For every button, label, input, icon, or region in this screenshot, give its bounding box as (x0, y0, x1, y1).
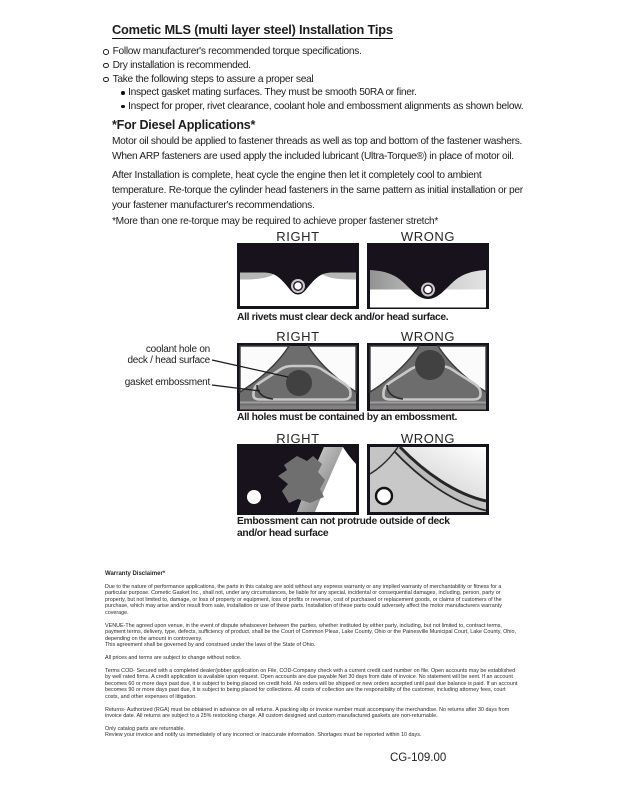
list-item (121, 86, 533, 100)
diagram-rivet-right (237, 243, 359, 309)
bullet-text: Take the following steps to assure a proper seal (112, 73, 314, 85)
bullet-text: Dry installation is recommended. (112, 59, 251, 71)
diagram-row2-labels (237, 329, 489, 344)
list-item (103, 45, 533, 59)
disclaimer-paragraph: Due to the nature of performance applications, the parts in this catalog are sold without any express warranty or any implied warranty of merchantability or fitness for a particular purpose. Cometic Gasket Inc., shall not, under any circumstances, be liable for any special, incidental or consequential damages, including, person, party or property, but not limited to, damage, or loss of property or equipment, loss of profits or revenue, cost of purchased or replacement goods, or claims of customers of the purchase, which may arise and/or result from sale, installation or use of these parts. Installation of these parts could adversely affect the motor manufacturers warranty coverage. (105, 583, 502, 616)
disclaimer-heading: Warranty Disclaimer* (105, 571, 166, 577)
caption-line: Embossment can not protrude outside of deck (237, 516, 450, 527)
wrong-label: WRONG (400, 329, 456, 344)
open-bullet-icon (103, 63, 109, 69)
disclaimer-paragraph: VENUE-The agreed upon venue, in the event of dispute whatsoever between the parties, whether instituted by either party, including, but not limited to, contract terms, payment terms, delivery, type, defects, sufficiency of product, shall be the Court of Common Pleas, Lake County, Ohio or the Painesville Municipal Court, Lake County, Ohio, depending on the amount in controversy. (105, 622, 516, 642)
bullet-text: Inspect gasket mating surfaces. They must be smooth 50RA or finer. (128, 87, 417, 99)
open-bullet-icon (103, 49, 109, 55)
list-item (103, 73, 533, 87)
right-label: RIGHT (276, 431, 320, 446)
filled-bullet-icon (121, 91, 125, 95)
page-title: Cometic MLS (multi layer steel) Installation Tips (112, 22, 393, 37)
diagram-embossment-wrong (367, 343, 489, 411)
diesel-section-heading: *For Diesel Applications* (112, 118, 256, 132)
bullet-text: Inspect for proper, rivet clearance, coolant hole and embossment alignments as shown below. (128, 101, 524, 113)
caption-line: and/or head surface (237, 527, 329, 539)
diesel-paragraph-2: After Installation is complete, heat cycle the engine then let it completely cool to ambient temperature. Re-torque the cylinder head fasteners in the same pattern as initial installation or per your fastener manufacturer's recommendations. (112, 170, 523, 211)
disclaimer-paragraph: Returns- Authorized (RGA) must be obtained in advance on all returns. A packing slip or invoice number must accompany the merchandise. No returns after 30 days from invoice date. All returns are subject to a 25% restocking charge. All custom designed and custom manufactured gaskets are non-returnable. (105, 706, 510, 720)
wrong-label: WRONG (400, 229, 456, 244)
callout-line: deck / head surface (127, 355, 210, 366)
disclaimer-paragraph: Review your invoice and notify us immediately of any incorrect or inaccurate information. Shortages must be reported within 10 days. (105, 732, 422, 739)
diagram-protrusion-wrong (367, 444, 489, 515)
diagram-row2-caption: All holes must be contained by an embossment. (237, 412, 457, 423)
diagram-protrusion-right (237, 444, 359, 515)
tips-bullet-list (103, 45, 533, 114)
disclaimer-paragraph: Terms COD- Secured with a completed dealer/jobber application on File, COD-Company check with a current credit card number on file. Open accounts may be established by well rated firms. A credit application is available upon request. Open accounts are due payable Net 30 days from date of invoice. No statement will be sent. If an account becomes 60 or more days past due, it is subject to being placed on credit hold. No orders will be shipped or new orders accepted until past due balance is paid. If an account becomes 90 or more days past due, it is subject to being placed for collections. All costs of collection are the responsibility of the customer, including attorney fees, court costs, and other expenses of litigation. (105, 667, 518, 700)
right-label: RIGHT (276, 329, 320, 344)
right-label: RIGHT (276, 229, 320, 244)
list-item (103, 59, 533, 73)
disclaimer-paragraph: Only catalog parts are returnable. (105, 725, 186, 732)
diagram-row1-caption: All rivets must clear deck and/or head surface. (237, 312, 449, 323)
open-bullet-icon (103, 77, 109, 83)
diesel-paragraph-1: Motor oil should be applied to fastener threads as well as top and bottom of the fastener washers. When ARP fasteners are used apply the included lubricant (Ultra-Torque®) in place of motor oil. (112, 136, 523, 162)
disclaimer-paragraph: This agreement shall be governed by and construed under the laws of the State of Ohio. (105, 642, 316, 649)
wrong-label: WRONG (400, 431, 456, 446)
filled-bullet-icon (121, 105, 125, 109)
warranty-disclaimer (105, 571, 519, 739)
list-item (121, 100, 533, 114)
catalog-page-code: CG-109.00 (390, 752, 447, 764)
retorque-note: *More than one re-torque may be required to achieve proper fastener stretch* (112, 216, 439, 227)
bullet-text: Follow manufacturer's recommended torque specifications. (112, 46, 362, 57)
callout-line: coolant hole on (145, 344, 210, 355)
diagram-rivet-wrong (367, 243, 489, 309)
diagram-embossment-right (237, 343, 359, 411)
diagram-row3-caption (237, 516, 497, 539)
gasket-embossment-callout: gasket embossment (124, 377, 210, 388)
diagram-row1-labels (237, 229, 489, 244)
disclaimer-paragraph: All prices and terms are subject to change without notice. (105, 654, 242, 661)
coolant-hole-callout (106, 344, 210, 366)
